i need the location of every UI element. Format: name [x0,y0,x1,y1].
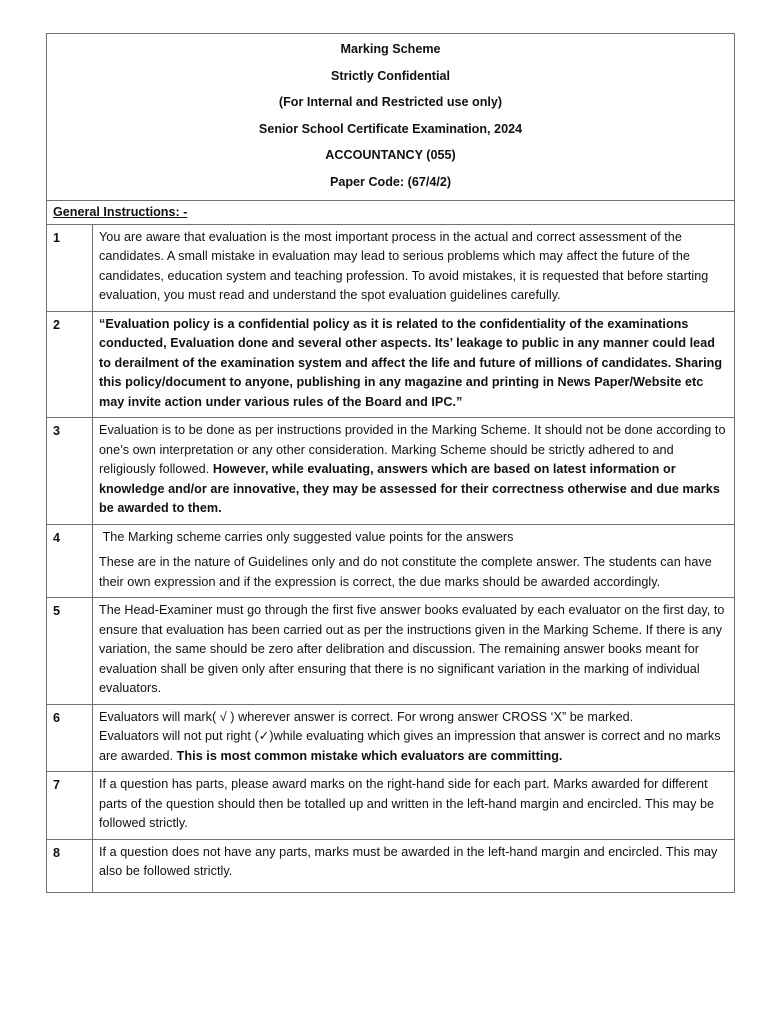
title-paper-code: Paper Code: (67/4/2) [329,174,452,189]
instruction-4-para-2: These are in the nature of Guidelines only and do not constitute the complete answer. The students can have their own expression and if the expression is correct, the due marks should be awarded accordingly. [99,555,712,589]
instruction-number: 2 [47,311,93,418]
instruction-row-7 [47,772,735,840]
title-confidential: Strictly Confidential [331,68,450,83]
instruction-text [93,524,735,598]
header-row [47,34,735,201]
instruction-4-para-1: The Marking scheme carries only suggested value points for the answers [99,529,514,544]
instruction-row-5 [47,598,735,705]
title-internal-use: (For Internal and Restricted use only) [278,95,503,110]
instruction-6-line-2b: )while evaluating which gives an impression that answer is correct and no marks are awarded. [99,729,721,763]
title-marking-scheme: Marking Scheme [340,42,441,56]
instruction-number: 8 [47,839,93,892]
instruction-8-text: If a question does not have any parts, marks must be awarded in the left-hand margin and encircled. This may also be followed strictly. [99,844,718,879]
instruction-row-4 [47,524,735,598]
instruction-5-text: The Head-Examiner must go through the first five answer books evaluated by each evaluator on the first day, to ensure that evaluation has been carried out as per the instructions given in the Marking Scheme. If there is any variation, the same should be zero after delibration and discussion. The remaining answer books meant for evaluation shall be given only after ensuring that there is no significant variation in the marking of individual evaluators. [99,603,725,696]
instruction-6-line-1: Evaluators will mark( √ ) wherever answer is correct. For wrong answer CROSS ‘X” be marked. [99,709,634,724]
instruction-text [93,311,735,418]
instruction-number: 1 [47,224,93,311]
checkmark-icon: ✓ [258,729,270,744]
header-cell [47,34,735,201]
instruction-number: 6 [47,704,93,772]
instruction-row-3 [47,418,735,525]
instruction-7-text: If a question has parts, please award marks on the right-hand side for each part. Marks awarded for different parts of the question should then be totalled up and written in the left-hand margin and encircled. This may be followed strictly. [99,777,715,831]
instruction-row-2 [47,311,735,418]
instruction-number: 7 [47,772,93,840]
instruction-number: 5 [47,598,93,705]
instruction-2-text: “Evaluation policy is a confidential policy as it is related to the confidentiality of the examinations conducted, Evaluation done and several other aspects. Its’ leakage to public in any manner could lead to derailment of the examination system and affect the life and future of millions of candidates. Sharing this policy/document to anyone, publishing in any magazine and printing in News Paper/Website etc may invite action under various rules of the Board and IPC.” [99,316,723,409]
instruction-text [93,224,735,311]
instruction-1-text: You are aware that evaluation is the most important process in the actual and correct assessment of the candidates. A small mistake in evaluation may lead to serious problems which may affect the future of the candidates, education system and teaching profession. To avoid mistakes, it is requested that before starting evaluation, you must read and understand the spot evaluation guidelines carefully. [99,229,709,303]
instruction-text [93,418,735,525]
instruction-6-bold-text: This is most common mistake which evaluators are committing. [176,748,563,763]
marking-scheme-table [46,33,735,893]
general-instructions-label: General Instructions: - [53,204,188,219]
general-instructions-cell [47,200,735,224]
instruction-text [93,704,735,772]
instruction-text [93,839,735,892]
instruction-text [93,772,735,840]
instruction-row-8 [47,839,735,892]
general-instructions-row [47,200,735,224]
instruction-row-6 [47,704,735,772]
instruction-3-bold-text: However, while evaluating, answers which are based on latest information or knowledge and/or are innovative, they may be assessed for their correctness otherwise and due marks be awarded to them. [99,462,720,516]
instruction-text [93,598,735,705]
instruction-number: 3 [47,418,93,525]
instruction-3-text: Evaluation is to be done as per instructions provided in the Marking Scheme. It should not be done according to one’s own interpretation or any other consideration. Marking Scheme should be strictly adhered to and religiously followed. [99,423,726,477]
title-examination: Senior School Certificate Examination, 2024 [258,121,523,136]
instruction-6-line-2a: Evaluators will not put right ( [99,729,259,744]
title-subject: ACCOUNTANCY (055) [325,148,456,163]
instruction-number: 4 [47,524,93,598]
instruction-row-1 [47,224,735,311]
